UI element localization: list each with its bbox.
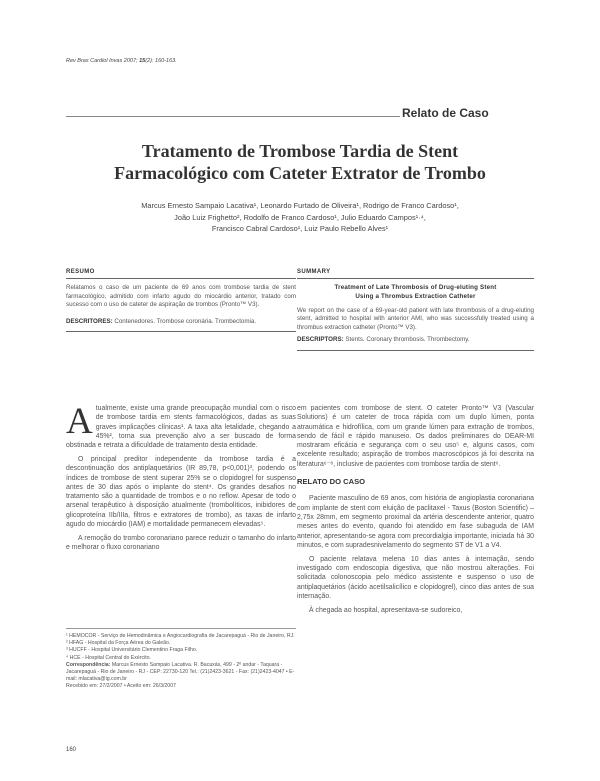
- intro-paragraph: Atualmente, existe uma grande preocupação mundial com o risco de trombose tardia em stents farmacológicos, dadas as suas graves implicações clínicas¹. A taxa alta letalidade, chegando a 45%², torna sua prevenção alvo a ser buscado de forma obstinada e retrata a dificuldade de tratamento desta entidade.: [66, 401, 296, 450]
- section-label: Relato de Caso: [402, 106, 489, 120]
- journal-citation: Rev Bras Cardiol Invas 2007; 15(2): 160-163.: [66, 58, 177, 64]
- correspondence: Correspondência: Marcus Ernesto Sampaio Lacativa. R. Bacaxás, 499 - 2º andar - Taquara - Jacarepaguá - Rio de Janeiro - RJ - CEP: 22730-120 Tel.: (21)2423-3621 - Fax: (21)2423-4047 • E-mail: mlacativa@ig.com.br: [66, 661, 295, 683]
- summary-bottom-rule: [297, 350, 534, 351]
- footnotes: [66, 633, 296, 691]
- body-paragraph: Paciente masculino de 69 anos, com história de angioplastia coronariana com implante de stent com eluição de paclitaxel - Taxus (Boston Scientific) – 2,75x 28mm, em segmento proximal da artéria descendente anterior, quatro meses antes do evento, quando foi atendido em fase subaguda de IAM anterior, apresentando-se agora com precordialgia importante, iniciada há 30 minutos, e com supradesnivelamento do segmento ST de V1 a V4.: [297, 495, 534, 549]
- footnote: ⁴ HCE - Hospital Central do Exército.: [66, 654, 151, 661]
- resumo-rule: [66, 278, 296, 279]
- resumo-heading: RESUMO: [66, 269, 95, 275]
- body-paragraph: A remoção do trombo coronariano parece reduzir o tamanho do infarto e melhorar o fluxo coronariano: [66, 534, 296, 552]
- summary-descriptors: DESCRIPTORS: Stents. Coronary thrombosis. Thrombectomy.: [297, 336, 470, 344]
- body-paragraph: O paciente relatava melena 10 dias antes à internação, sendo investigado com endoscopia digestiva, que não mostrou alterações. Foi solicitada colonoscopia pelo médico assistente e suspenso o uso de antiplaquetários (ácido acetilsalicílico e clopidogrel), cinco dias antes de sua internação.: [297, 555, 534, 600]
- summary-block: [297, 269, 534, 351]
- footnote-rule: [66, 628, 296, 629]
- body-paragraph: em pacientes com trombose de stent. O cateter Pronto™ V3 (Vascular Solutions) é um cateter de troca rápida com um duplo lúmen, ponta atraumática e hidrofílica, com um grande lúmen para extração de trombos, sendo de fácil e rápido manuseio. Os dados preliminares do DEAR-MI mostraram eficácia e segurança com o seu uso⁵ e, alguns casos, com excelente resultado; aspiração de trombos macroscópicos já foi descrita na literatura⁶⁻⁸, inclusive de pacientes com trombose tardia de stent⁶.: [297, 405, 534, 468]
- article-title: Tratamento de Trombose Tardia de Stent Farmacológico com Cateter Extrator de Trombo: [114, 141, 486, 183]
- section-rule: [66, 116, 400, 117]
- received-dates: Recebido em: 27/2/2007 • Aceito em: 26/3/2007: [66, 683, 176, 690]
- resumo-descriptors: DESCRITORES: Contenedores. Trombose coronária. Trombectomia.: [66, 317, 257, 325]
- footnote: ¹ HEMOCOR - Serviço de Hemodinâmica e Angiocardiografia de Jacarepaguá - Rio de Janeiro, RJ.: [66, 633, 295, 639]
- body-left-column: [66, 401, 296, 557]
- resumo-block: [66, 269, 296, 332]
- author-list: Marcus Ernesto Sampaio Lacativa¹, Leonardo Furtado de Oliveira¹, Rodrigo de Franco Cardoso¹, João Luiz Frighetto², Rodolfo de Franco Cardoso¹, Julio Eduardo Campos¹·⁴, Francisco Cabral Cardoso¹, Luiz Paulo Rebello Alves¹: [141, 201, 459, 233]
- summary-rule: [297, 278, 534, 279]
- summary-title: Treatment of Late Thrombosis of Drug-eluting Stent Using a Thrombus Extraction Catheter: [334, 284, 497, 300]
- drop-cap: A: [66, 401, 93, 442]
- page-number: 160: [66, 747, 77, 753]
- footnote: ³ HUCFF - Hospital Universitário Clementino Fraga Filho.: [66, 647, 198, 654]
- body-paragraph: O principal preditor independente da trombose tardia é a descontinuação dos antiplaquetários (IR 89,78, p<0,001)³, podendo os índices de trombose de stent superar 25% se o clopidogrel for suspenso antes de 30 dias após o implante do stent⁴. Os grandes desafios no tratamento são a quantidade de trombos e o no reflow. Apesar de todo o arsenal terapêutico à disposição atualmente (trombolíticos, inibidores de glicoproteína IIb/IIIa, filtros e extratores de trombo), as taxas de infarto agudo do miocárdio (IAM) e mortalidade permanecem elevadas⁵.: [66, 455, 296, 529]
- summary-text: We report on the case of a 69-year-old patient with late thrombosis of a drug-eluting stent, admitted to hospital with anterior AMI, who was successfully treated using a thrombus extraction catheter (Pronto™ V3).: [297, 306, 534, 331]
- summary-heading: SUMMARY: [297, 269, 331, 275]
- resumo-text: Relatamos o caso de um paciente de 69 anos com trombose tardia de stent farmacológico, admitido com infarto agudo do miocárdio anterior, tratado com sucesso com o uso de cateter de aspiração de trombos (Pronto™ V3).: [66, 284, 296, 309]
- section-heading-relato: RELATO DO CASO: [297, 477, 366, 487]
- body-right-column: [297, 404, 534, 619]
- body-paragraph: À chegada ao hospital, apresentava-se sudoreico,: [309, 606, 463, 614]
- footnote: ² HFAG - Hospital da Força Aérea do Galeão.: [66, 640, 171, 647]
- resumo-bottom-rule: [66, 331, 296, 332]
